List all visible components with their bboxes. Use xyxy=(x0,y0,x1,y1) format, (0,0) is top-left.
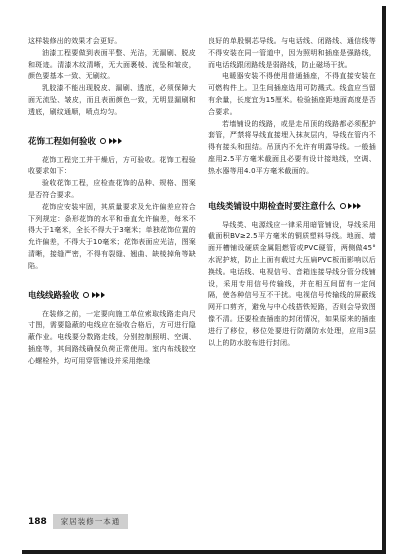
paragraph: 若墙铺设的线路，或是走吊顶的线路都必须配护套管，严禁将导线直接埋入抹灰层内，导线在管内不得有接头和扭结。吊顶内不允许有明露导线。一般插座用2.5平方毫米截面且必要有设计接地线，空调、热水器等用4.0平方毫米截面的。 xyxy=(208,119,376,175)
heading-arrow-icon xyxy=(83,292,105,298)
page-footer xyxy=(28,514,128,529)
section-heading xyxy=(28,289,196,301)
section-heading-text: 电线类铺设中期检查时要注意什么 xyxy=(208,201,336,212)
section-heading xyxy=(28,135,196,147)
paragraph: 花饰应安装牢固，其质量要求及允许偏差应符合下列规定：条形花饰的水平和垂直允许偏差，每米不得大于1毫米，全长不得大于3毫米；单独花饰位置的允许偏差，不得大于10毫米；花饰表面应光洁，图案清晰，接缝严密，不得有裂缝、翘曲、缺棱掉角等缺陷。 xyxy=(28,202,196,270)
heading-arrow-icon xyxy=(100,138,122,144)
paragraph: 花饰工程完工并干燥后，方可验收。花饰工程验收要求如下： xyxy=(28,155,196,176)
page-number: 188 xyxy=(28,516,47,527)
paragraph: 导线类、电源线应一律采用暗管铺设，导线采用截面积BV≥2.5平方毫米的铜质塑料导线。地面、墙面开槽铺设硬质金属阻燃管或PVC硬管，两侧做45°水泥护坡，防止上面有载过大压扁PVC板而影响以后换线。电话线、电视信号、音箱连接导线分管分线铺设，采用专用信号传输线，并在相互间留有一定间隔，使各种信号互不干扰。电视信号传输线的屏蔽线网开口剪齐，避免与中心线搭铁短路，否则会导致图像不清。还要检查插座的封闭情况，如果原来的插座进行了移位，移位处要进行防潮防水处理，应用3层以上的防水胶布进行封闭。 xyxy=(208,220,376,347)
paragraph: 良好的单股铜芯导线。与电话线、闭路线、通信线等不得安装在同一管道中，因为照明和插座是强路线，而电话线跟闭路线是弱路线，防止磁场干扰。 xyxy=(208,37,376,69)
section-heading xyxy=(208,200,376,212)
paragraph: 在装修之前，一定要向施工单位索取线路走向尺寸图，需要隐蔽的电线应在验收合格后，方可进行隐蔽作业。电线要分数路走线，分别控制照明、空调、插座等，其间路线确保负荷正常使用。室内布线胶空心螺栓外，均可用穿管铺设并采用绝缘 xyxy=(28,309,196,365)
right-column xyxy=(208,6,376,349)
paragraph: 验收花饰工程，应检查花饰的品种、规格、图案是否符合要求。 xyxy=(28,179,196,199)
section-heading-text: 花饰工程如何验收 xyxy=(28,136,97,147)
heading-arrow-icon xyxy=(340,203,362,209)
paragraph: 电暖器安装不得使用普通插座，不得直接安装在可燃构件上。卫生间插座选用可防溅式。线盒应当留有余量，长度宜为15厘米。检验插座距地面高度是否合要求。 xyxy=(208,72,376,116)
section-heading-text: 电线线路验收 xyxy=(28,290,80,301)
left-column xyxy=(28,6,196,368)
paragraph: 乳胶漆不能出现脱皮、漏刷、透底，必须保障大面无流坠、皱皮，而且表面颜色一致，无明显漏刷和透底，刷纹通顺，喷点均匀。 xyxy=(28,84,196,116)
paragraph: 这样装修出的效果才会更好。 xyxy=(28,37,122,45)
book-title: 家居装修一本通 xyxy=(53,514,129,529)
book-page xyxy=(22,6,386,554)
paragraph: 油漆工程要做到表面平整、光洁，无漏刷、脱皮和斑迹。清漆木纹清晰，无大面裹棱、流坠和皱皮，颜色要基本一致、无刷纹。 xyxy=(28,48,196,81)
